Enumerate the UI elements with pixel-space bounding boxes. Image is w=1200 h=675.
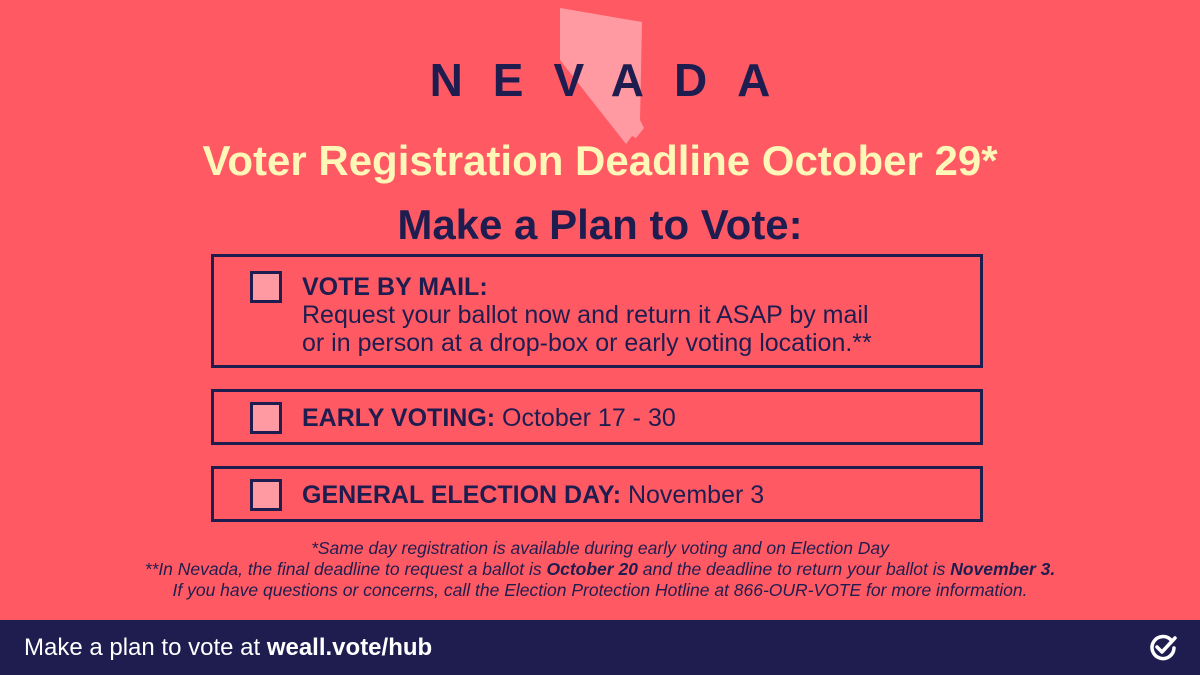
early-voting-checkbox[interactable] <box>250 402 282 434</box>
footer-bar <box>0 620 1200 675</box>
option-election-day <box>211 466 983 522</box>
early-voting-text <box>302 404 964 432</box>
footer-label: Make a plan to vote at <box>24 634 267 661</box>
footnote-request-date: October 20 <box>546 559 638 579</box>
state-name: NEVADA <box>429 54 801 106</box>
footnote-return-date: November 3. <box>950 559 1056 579</box>
election-day-label: GENERAL ELECTION DAY: <box>302 481 622 509</box>
registration-deadline: Voter Registration Deadline October 29* <box>202 137 998 184</box>
early-voting-label: EARLY VOTING: <box>302 404 496 432</box>
vote-by-mail-checkbox[interactable] <box>250 271 282 303</box>
early-voting-dates: October 17 - 30 <box>495 404 676 432</box>
option-vote-by-mail <box>211 254 983 368</box>
footnote-same-day: *Same day registration is available during early voting and on Election Day <box>311 538 889 558</box>
vote-by-mail-label: VOTE BY MAIL: <box>302 273 488 301</box>
footer-link[interactable]: weall.vote/hub <box>266 634 433 661</box>
vote-by-mail-text <box>302 273 964 357</box>
checkmark-circle-icon <box>1148 633 1178 663</box>
footnote-text: **In Nevada, the final deadline to request a ballot is <box>144 559 547 579</box>
footer-text <box>24 634 432 662</box>
election-day-date: November 3 <box>621 481 765 509</box>
option-early-voting <box>211 389 983 445</box>
vote-by-mail-line1: Request your ballot now and return it ASAP by mail <box>302 301 869 329</box>
footnote-nevada-deadlines <box>0 559 1200 580</box>
vote-by-mail-line2: or in person at a drop-box or early voting location.** <box>302 329 872 357</box>
election-day-checkbox[interactable] <box>250 479 282 511</box>
plan-title: Make a Plan to Vote: <box>397 201 803 248</box>
footnote-hotline: If you have questions or concerns, call the Election Protection Hotline at 866-OUR-VOTE for more information. <box>172 580 1028 600</box>
footnotes <box>0 538 1200 601</box>
footnote-text: and the deadline to return your ballot is <box>637 559 951 579</box>
election-day-text <box>302 481 964 509</box>
